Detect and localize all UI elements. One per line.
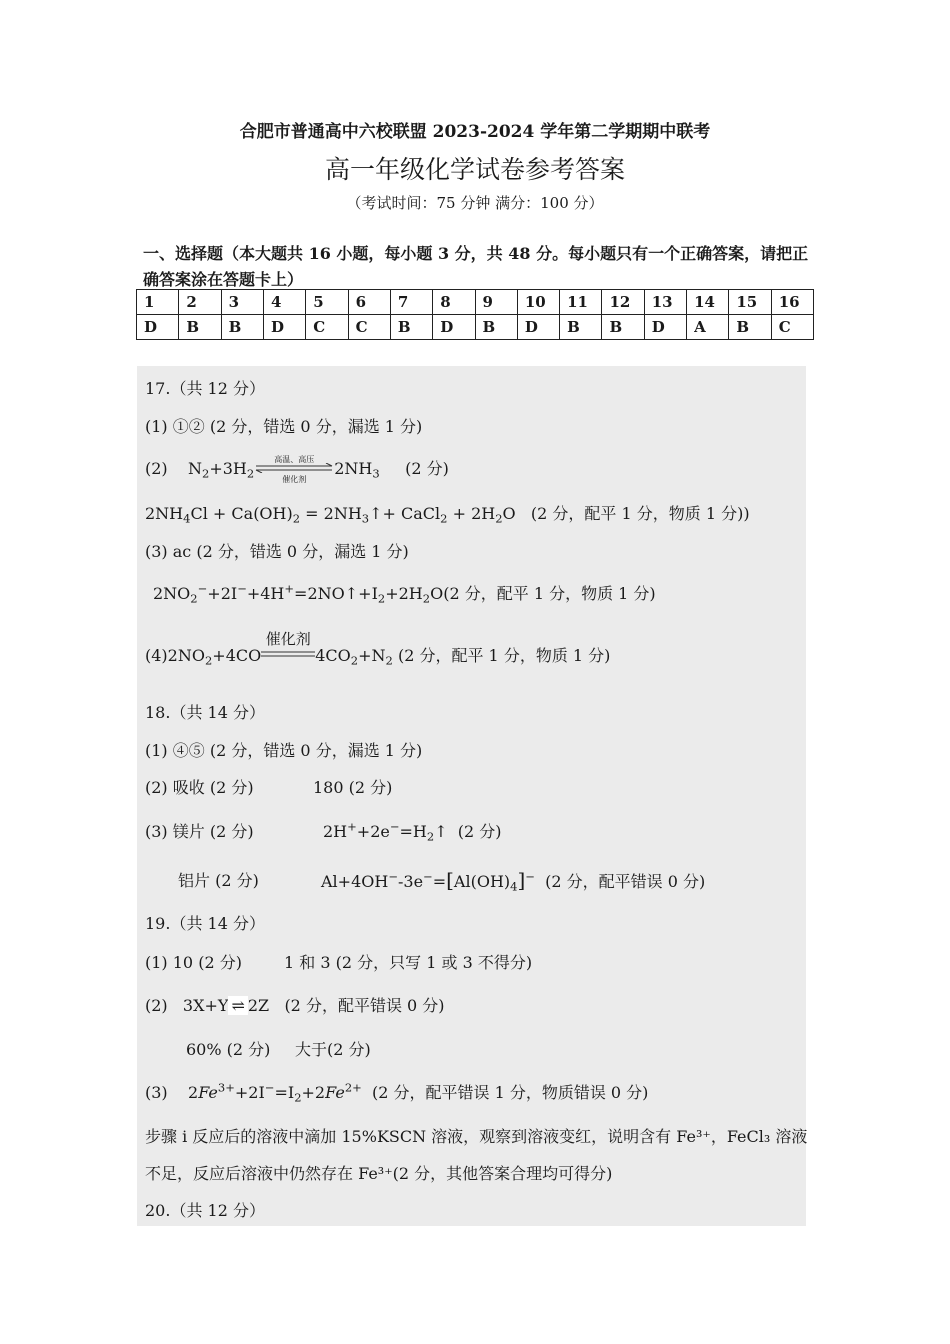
- question-number: 3: [221, 290, 263, 315]
- exam-info: （考试时间：75 分钟 满分：100 分）: [346, 194, 604, 212]
- answer-cell: C: [348, 315, 390, 340]
- answer-table: [136, 289, 814, 340]
- q18-part2a: (2) 吸收 (2 分): [145, 778, 254, 797]
- answer-cell: B: [221, 315, 263, 340]
- answer-cell: D: [644, 315, 686, 340]
- equilibrium-arrow-icon: [254, 454, 334, 484]
- q19-part4-line1: 步骤 i 反应后的溶液中滴加 15%KSCN 溶液，观察到溶液变红，说明含有 Fe³⁺，FeCl₃ 溶液: [145, 1127, 808, 1146]
- answer-cell: B: [179, 315, 221, 340]
- page-title: 高一年级化学试卷参考答案: [324, 155, 625, 184]
- question-number: 9: [475, 290, 517, 315]
- q17-part2-equation: (2) $N_2+3H_2$ 高温、高压 催化剂 $2NH_3$ (2 分): [145, 454, 449, 484]
- q17-part2b-equation: $2NH_4Cl + Ca(OH)_2$ = $2NH_3↑+$ CaCl$_2$ + $2H_2O$ (2 分，配平 1 分，物质 1 分)): [145, 504, 750, 526]
- question-number: 8: [433, 290, 475, 315]
- q19-part2-equation: (2) 3X+Y ⇌ 2Z (2 分，配平错误 0 分): [145, 996, 445, 1015]
- q18-part3b: 铝片 (2 分): [178, 871, 259, 890]
- answer-cell: B: [475, 315, 517, 340]
- q18-part3b-equation: $Al+4OH^--3e^-=[Al(OH)_4]^-$ (2 分，配平错误 0 分): [321, 868, 706, 894]
- q19-part2c: 大于(2 分): [295, 1040, 371, 1059]
- answer-table-answers-row: [137, 315, 814, 340]
- condition-top: 高温、高压: [274, 454, 315, 464]
- q18-part3a-score: (2 分): [457, 822, 502, 841]
- q17-part4-score: (2 分，配平 1 分，物质 1 分): [397, 646, 611, 665]
- q18-part3b-score: (2 分，配平错误 0 分): [545, 872, 706, 891]
- q18-part3a-equation: $2H^++2e^-=H_2↑$ (2 分): [323, 819, 502, 844]
- q18-part2b: 180 (2 分): [313, 778, 393, 797]
- q19-part4-line2: 不足，反应后溶液中仍然存在 Fe³⁺(2 分，其他答案合理均可得分): [145, 1164, 613, 1183]
- q17-part2-label: (2): [145, 459, 168, 478]
- q19-part2b: 60% (2 分): [186, 1040, 271, 1059]
- answer-cell: B: [729, 315, 771, 340]
- answer-cell: A: [687, 315, 729, 340]
- catalyst-arrow-icon: [261, 629, 315, 668]
- q19-part3-equation: (3) $2Fe^{3+}+2I^-=I_2+2Fe^{2+}$ (2 分，配平错误 1 分，物质错误 0 分): [145, 1080, 649, 1105]
- condition-bottom: 催化剂: [282, 474, 307, 484]
- q17-part4-equation: $(4)2NO_2+4CO$ 催化剂 $4CO_2+N_2$ (2 分，配平 1 分，物质 1 分): [145, 629, 611, 668]
- reversible-arrow-icon: ⇌: [228, 996, 247, 1015]
- answer-cell: B: [390, 315, 432, 340]
- answer-cell: D: [137, 315, 179, 340]
- q17-part3b-score: (2 分，配平 1 分，物质 1 分): [443, 584, 656, 603]
- q17-part3b-equation: $2NO_2^-+2I^-+4H^+=2NO↑+I_2+2H_2O(2$ 分，配平 1 分，物质 1 分): [153, 581, 656, 606]
- q17-part2-score: (2 分): [405, 459, 449, 478]
- answer-cell: C: [306, 315, 348, 340]
- q17-part4-label: (4): [145, 646, 168, 665]
- answer-cell: B: [602, 315, 644, 340]
- question-number: 2: [179, 290, 221, 315]
- answer-cell: D: [517, 315, 559, 340]
- q17-part3: (3) ac (2 分，错选 0 分，漏选 1 分): [145, 542, 409, 561]
- answer-cell: C: [771, 315, 813, 340]
- q17-part1: (1) ①② (2 分，错选 0 分，漏选 1 分): [145, 417, 423, 436]
- question-number: 16: [771, 290, 813, 315]
- q17-part2b-score: (2 分，配平 1 分，物质 1 分)): [530, 504, 750, 523]
- answer-cell: D: [433, 315, 475, 340]
- q19-part3-score: (2 分，配平错误 1 分，物质错误 0 分): [371, 1083, 649, 1102]
- question-number: 12: [602, 290, 644, 315]
- question-number: 4: [263, 290, 305, 315]
- question-number: 14: [687, 290, 729, 315]
- q19-part1b: 1 和 3 (2 分，只写 1 或 3 不得分): [284, 953, 533, 972]
- q18-title: 18.（共 14 分）: [145, 703, 265, 722]
- question-number: 15: [729, 290, 771, 315]
- answer-table-numbers-row: [137, 290, 814, 315]
- question-number: 13: [644, 290, 686, 315]
- question-number: 7: [390, 290, 432, 315]
- section1-heading: 一、选择题（本大题共 16 小题，每小题 3 分，共 48 分。每小题只有一个正确答案，请把正确答案涂在答题卡上）: [143, 244, 809, 289]
- question-number: 11: [560, 290, 602, 315]
- question-number: 5: [306, 290, 348, 315]
- question-number: 1: [137, 290, 179, 315]
- q19-part1a: (1) 10 (2 分): [145, 953, 242, 972]
- q18-part1: (1) ④⑤ (2 分，错选 0 分，漏选 1 分): [145, 741, 423, 760]
- answer-cell: D: [263, 315, 305, 340]
- question-number: 6: [348, 290, 390, 315]
- answer-cell: B: [560, 315, 602, 340]
- q19-title: 19.（共 14 分）: [145, 914, 265, 933]
- q19-part2-label: (2): [145, 996, 168, 1015]
- catalyst-label: 催化剂: [265, 629, 311, 648]
- exam-header: 合肥市普通高中六校联盟 2023-2024 学年第二学期期中联考: [239, 122, 711, 142]
- question-number: 10: [517, 290, 559, 315]
- q19-part2-score: (2 分，配平错误 0 分): [284, 996, 445, 1015]
- q20-title: 20.（共 12 分）: [145, 1201, 265, 1220]
- q17-title: 17.（共 12 分）: [145, 379, 265, 398]
- q19-part3-label: (3): [145, 1083, 168, 1102]
- q18-part3a: (3) 镁片 (2 分): [145, 822, 254, 841]
